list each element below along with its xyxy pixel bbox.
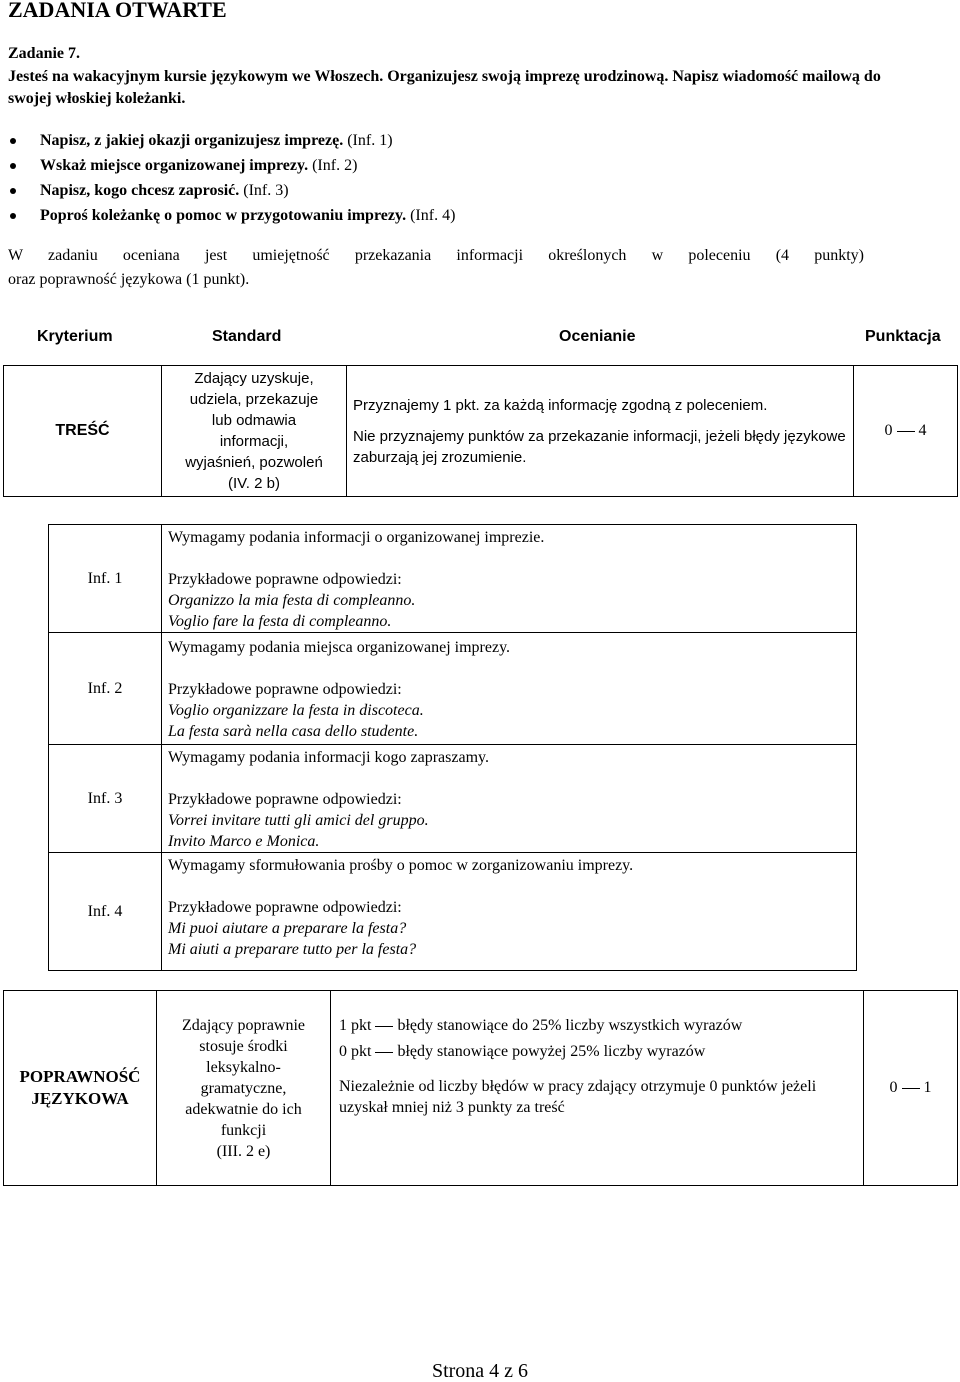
bullet-ref: (Inf. 1): [347, 132, 393, 149]
example-answer: La festa sarà nella casa dello studente.: [168, 723, 419, 740]
page-title: ZADANIA OTWARTE: [8, 0, 227, 22]
standard-line: Zdający uzyskuje,: [194, 370, 314, 387]
dash-icon: [375, 1052, 393, 1054]
standard-line: lub odmawia: [211, 412, 297, 429]
standard-line: udziela, przekazuje: [189, 391, 319, 408]
info-label: Inf. 4: [49, 853, 162, 971]
dash-icon: [375, 1026, 393, 1028]
task-bullets: [8, 128, 908, 228]
dash-icon: [897, 431, 915, 433]
examples-label: Przykładowe poprawne odpowiedzi:: [168, 899, 402, 916]
list-item: [8, 203, 908, 228]
tresc-standard: [162, 366, 347, 497]
standard-line: adekwatnie do ich: [185, 1100, 302, 1118]
info-requirement: Wymagamy sformułowania prośby o pomoc w zorganizowaniu imprezy.: [168, 857, 634, 874]
list-item: [8, 128, 908, 153]
score-min: 0: [889, 1079, 898, 1096]
bullet-text: Poproś koleżankę o pomoc w przygotowaniu imprezy.: [40, 207, 407, 224]
criterion-line: POPRAWNOŚĆ: [19, 1067, 141, 1086]
list-item: [8, 153, 908, 178]
bullet-ref: (Inf. 2): [312, 157, 358, 174]
header-ocenianie: Ocenianie: [559, 328, 636, 345]
standard-line: (IV. 2 b): [228, 475, 280, 492]
example-answer: Invito Marco e Monica.: [168, 833, 320, 850]
examples-label: Przykładowe poprawne odpowiedzi:: [168, 681, 402, 698]
examples-label: Przykładowe poprawne odpowiedzi:: [168, 791, 402, 808]
info-answers: [162, 525, 857, 633]
poprawnosc-score: [864, 991, 958, 1186]
intro-line-1: W zadaniu oceniana jest umiejętność przekazania informacji określonych w poleceniu (4 punkty): [8, 247, 864, 264]
poprawnosc-standard: [157, 991, 331, 1186]
standard-line: stosuje środki: [199, 1037, 288, 1055]
page-number: Strona 4 z 6: [431, 1360, 529, 1382]
info-answers: [162, 745, 857, 853]
header-standard: Standard: [212, 328, 282, 345]
bullet-text: Napisz, kogo chcesz zaprosić.: [40, 182, 240, 199]
criterion-line: JĘZYKOWA: [31, 1089, 129, 1108]
bullet-ref: (Inf. 3): [243, 182, 289, 199]
info-table: [48, 524, 857, 971]
info-requirement: Wymagamy podania miejsca organizowanej imprezy.: [168, 639, 511, 656]
dash-icon: [902, 1088, 920, 1090]
poprawnosc-table: [3, 990, 958, 1186]
info-label: Inf. 1: [49, 525, 162, 633]
example-answer: Vorrei invitare tutti gli amici del gruppo.: [168, 812, 429, 829]
task-label: Zadanie 7.: [8, 45, 81, 62]
tresc-score: [854, 366, 958, 497]
standard-line: gramatyczne,: [200, 1079, 287, 1097]
header-kryterium: Kryterium: [37, 328, 113, 345]
tresc-criterion: TREŚĆ: [4, 366, 162, 497]
bullet-text: Wskaż miejsce organizowanej imprezy.: [40, 157, 309, 174]
rule-text: błędy stanowiące powyżej 25% liczby wyrazów: [397, 1043, 706, 1060]
poprawnosc-note: Niezależnie od liczby błędów w pracy zdający otrzymuje 0 punktów jeżeli uzyskał mniej niż 3 punkty za treść: [339, 1078, 817, 1116]
info-answers: [162, 633, 857, 745]
info-requirement: Wymagamy podania informacji o organizowanej imprezie.: [168, 529, 545, 546]
list-item: [8, 178, 908, 203]
task-text: Jesteś na wakacyjnym kursie językowym we Włoszech. Organizujesz swoją imprezę urodzinową. Napisz wiadomość mailową do swojej włoskiej koleżanki.: [8, 68, 881, 107]
tresc-ocenianie: [347, 366, 854, 497]
bullet-icon: [10, 188, 16, 194]
rule-1: [339, 1015, 855, 1036]
score-min: 0: [884, 422, 893, 439]
standard-line: leksykalno-: [206, 1058, 281, 1076]
rule-2: [339, 1041, 855, 1062]
bullet-icon: [10, 138, 16, 144]
info-label: Inf. 3: [49, 745, 162, 853]
standard-line: wyjaśnień, pozwoleń: [185, 454, 323, 471]
grading-intro: [8, 244, 864, 292]
score-max: 4: [918, 422, 927, 439]
example-answer: Organizzo la mia festa di compleanno.: [168, 592, 416, 609]
rule-text: błędy stanowiące do 25% liczby wszystkich wyrazów: [397, 1017, 743, 1034]
bullet-ref: (Inf. 4): [410, 207, 456, 224]
example-answer: Mi puoi aiutare a preparare la festa?: [168, 920, 407, 937]
standard-line: (III. 2 e): [216, 1142, 271, 1160]
standard-line: informacji,: [219, 433, 289, 450]
tresc-table: [3, 365, 958, 497]
score-max: 1: [923, 1079, 932, 1096]
info-label: Inf. 2: [49, 633, 162, 745]
ocenianie-rule-2: Nie przyznajemy punktów za przekazanie informacji, jeżeli błędy językowe zaburzają jej zrozumienie.: [353, 427, 846, 466]
info-answers: [162, 853, 857, 971]
poprawnosc-ocenianie: [331, 991, 864, 1186]
bullet-icon: [10, 213, 16, 219]
header-punktacja: Punktacja: [865, 328, 941, 345]
bullet-icon: [10, 163, 16, 169]
bullet-text: Napisz, z jakiej okazji organizujesz imprezę.: [40, 132, 344, 149]
example-answer: Voglio fare la festa di compleanno.: [168, 613, 392, 630]
ocenianie-rule-1: Przyznajemy 1 pkt. za każdą informację zgodną z poleceniem.: [353, 396, 768, 414]
standard-line: funkcji: [220, 1121, 267, 1139]
example-answer: Voglio organizzare la festa in discoteca.: [168, 702, 424, 719]
poprawnosc-criterion: [4, 991, 157, 1186]
info-requirement: Wymagamy podania informacji kogo zapraszamy.: [168, 749, 489, 766]
rule-points: 1 pkt: [339, 1017, 372, 1034]
rule-points: 0 pkt: [339, 1043, 372, 1060]
intro-line-2: oraz poprawność językowa (1 punkt).: [8, 271, 250, 288]
example-answer: Mi aiuti a preparare tutto per la festa?: [168, 941, 417, 958]
standard-line: Zdający poprawnie: [181, 1016, 306, 1034]
examples-label: Przykładowe poprawne odpowiedzi:: [168, 571, 402, 588]
